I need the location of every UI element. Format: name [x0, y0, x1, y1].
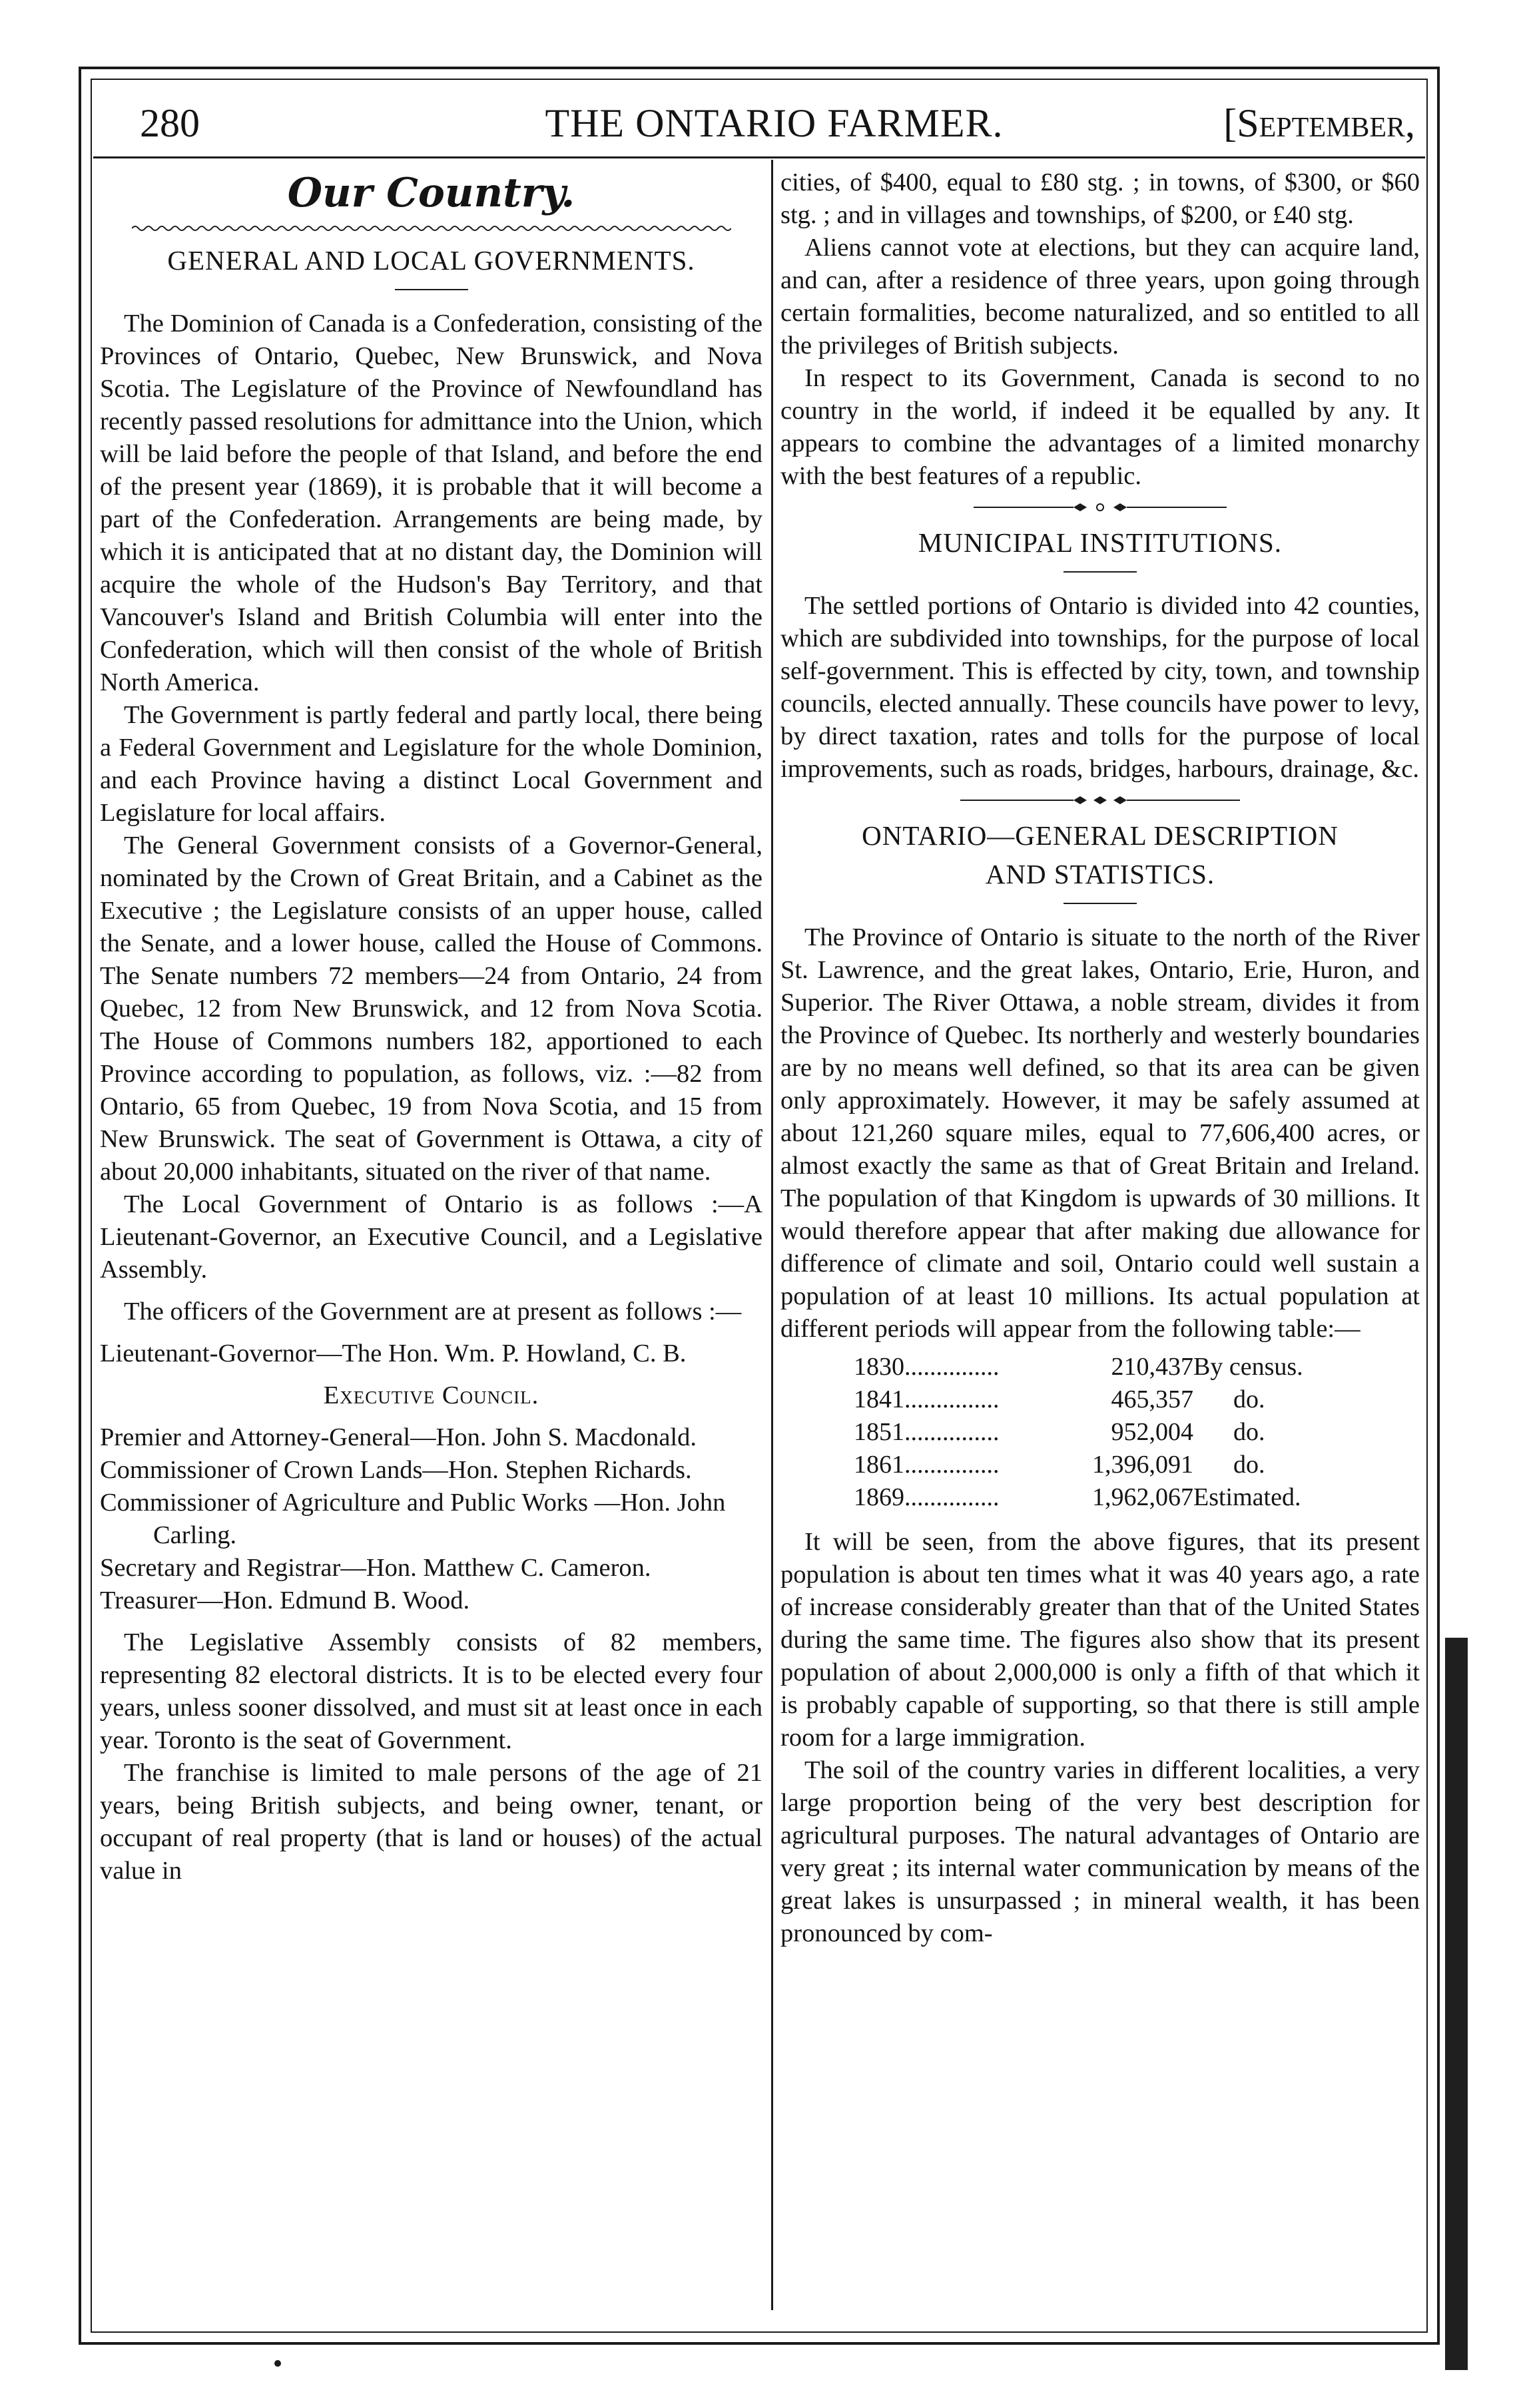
title-rule [395, 289, 468, 290]
source-cell: do. [1233, 1418, 1265, 1446]
source-cell: Estimated. [1193, 1483, 1301, 1511]
paragraph: The franchise is limited to male persons of the age of 21 years, being British subjects, and being owner, tenant, or occupant of real property (that is land or houses) of the actual value in [100, 1759, 762, 1885]
year-cell: 1869............... [854, 1483, 1000, 1511]
title-rule [1064, 903, 1137, 904]
officer-entry: Premier and Attorney-General—Hon. John S. Macdonald. [100, 1423, 697, 1451]
running-header [133, 93, 1415, 153]
executive-council-heading: Executive Council. [323, 1381, 539, 1409]
table-row [854, 1351, 1386, 1383]
officer-entry: Commissioner of Crown Lands—Hon. Stephen Richards. [100, 1456, 692, 1484]
paragraph: The Local Government of Ontario is as follows :—A Lieutenant-Governor, an Executive Council, and a Legislative Assembly. [100, 1190, 762, 1284]
title-rule [1064, 571, 1137, 573]
section-title-ontario: ONTARIO—GENERAL DESCRIPTION [862, 820, 1339, 851]
population-cell: 210,437 [1111, 1353, 1193, 1381]
header-rule [93, 156, 1425, 158]
source-cell: By census. [1193, 1353, 1303, 1381]
department-heading: Our Country. [287, 170, 575, 216]
paragraph: The soil of the country varies in different localities, a very large proportion being of the very best description for agricultural purposes. The natural advantages of Ontario are very great ; its internal water communication by means of the great lakes is unsurpassed ; in mineral wealth, it has been pronounced by com- [780, 1756, 1420, 1947]
paragraph: The Government is partly federal and partly local, there being a Federal Government and Legislature for the whole Dominion, and each Province having a distinct Local Government and Legislature for local affairs. [100, 701, 762, 827]
ornament-divider [974, 501, 1227, 514]
section-title-ontario-line2: AND STATISTICS. [985, 859, 1215, 889]
paragraph: In respect to its Government, Canada is second to no country in the world, if indeed it be equalled by any. It appears to combine the advantages of a limited monarchy with the best features of a republic. [780, 364, 1420, 490]
paragraph: The officers of the Government are at present as follows :— [124, 1298, 742, 1325]
journal-title: THE ONTARIO FARMER. [545, 101, 1004, 145]
column-divider [771, 160, 773, 2310]
paragraph: The Province of Ontario is situate to the north of the River St. Lawrence, and the great lakes, Ontario, Erie, Huron, and Superior. The River Ottawa, a noble stream, divides it from the Province of Quebec. Its northerly and westerly boundaries are by no means well defined, so that its area can be given only approximately. However, it may be safely assumed at about 121,260 square miles, equal to 77,606,400 acres, or almost exactly the same as that of Great Britain and Ireland. The population of that Kingdom is upwards of 30 millions. It would therefore appear that after making due allowance for difference of climate and soil, Ontario could well sustain a population of at least 10 millions. Its actual population at different periods will appear from the following table:— [780, 923, 1420, 1343]
stray-dot [274, 2360, 281, 2367]
population-cell: 465,357 [1111, 1385, 1193, 1413]
officer-entry: Treasurer—Hon. Edmund B. Wood. [100, 1586, 470, 1614]
table-row [854, 1416, 1386, 1449]
issue-month: [September, [1223, 101, 1415, 145]
population-cell: 1,396,091 [1092, 1451, 1193, 1479]
year-cell: 1851............... [854, 1418, 1000, 1446]
page-number: 280 [140, 101, 200, 145]
officer-entry: Commissioner of Agriculture and Public Works —Hon. John Carling. [100, 1489, 726, 1549]
paragraph: cities, of $400, equal to £80 stg. ; in towns, of $300, or $60 stg. ; and in villages and townships, of $200, or £40 stg. [780, 168, 1420, 229]
table-row [854, 1383, 1386, 1416]
source-cell: do. [1233, 1451, 1265, 1479]
left-column [100, 166, 762, 1887]
right-column [780, 166, 1420, 1950]
wavy-rule [132, 224, 731, 233]
year-cell: 1861............... [854, 1451, 1000, 1479]
table-row [854, 1481, 1386, 1514]
paragraph: The Legislative Assembly consists of 82 members, representing 82 electoral districts. It is to be elected every four years, unless sooner dissolved, and must sit at least once in each year. Toronto is the seat of Government. [100, 1628, 762, 1754]
section-title-governments: GENERAL AND LOCAL GOVERNMENTS. [167, 245, 695, 276]
year-cell: 1830............... [854, 1353, 1000, 1381]
population-cell: 1,962,067 [1092, 1483, 1193, 1511]
source-cell: do. [1233, 1385, 1265, 1413]
population-cell: 952,004 [1111, 1418, 1193, 1446]
paragraph: It will be seen, from the above figures, that its present population is about ten times what it was 40 years ago, a rate of increase considerably greater than that of the United States during the same time. The figures also show that its present population of about 2,000,000 is only a fifth of that which it is probably capable of supporting, so that there is still ample room for a large immigration. [780, 1528, 1420, 1752]
paragraph: The Dominion of Canada is a Confederation, consisting of the Provinces of Ontario, Quebec, New Brunswick, and Nova Scotia. The Legislature of the Province of Newfoundland has recently passed resolutions for admittance into the Union, which will be laid before the people of that Island, and before the end of the present year (1869), it is probable that it will become a part of the Confederation. Arrangements are being made, by which it is anticipated that at no distant day, the Dominion will acquire the whole of the Hudson's Bay Territory, and that Vancouver's Island and British Columbia will enter into the Confederation, which will then consist of the whole of British North America. [100, 310, 762, 696]
paragraph: Aliens cannot vote at elections, but they can acquire land, and can, after a residence of three years, upon going through certain formalities, become naturalized, and so entitled to all the privileges of British subjects. [780, 234, 1420, 360]
table-row [854, 1449, 1386, 1481]
officer-entry: Lieutenant-Governor—The Hon. Wm. P. Howland, C. B. [100, 1339, 687, 1367]
ornament-divider [960, 794, 1240, 807]
paragraph: The General Government consists of a Governor-General, nominated by the Crown of Great Britain, and a Cabinet as the Executive ; the Legislature consists of an upper house, called the Senate, and a lower house, called the House of Commons. The Senate numbers 72 members—24 from Ontario, 24 from Quebec, 12 from New Brunswick, and 12 from Nova Scotia. The House of Commons numbers 182, apportioned to each Province according to population, as follows, viz. :—82 from Ontario, 65 from Quebec, 19 from Nova Scotia, and 15 from New Brunswick. The seat of Government is Ottawa, a city of about 20,000 inhabitants, situated on the river of that name. [100, 832, 762, 1186]
section-title-municipal: MUNICIPAL INSTITUTIONS. [918, 527, 1283, 558]
margin-bar [1445, 1638, 1468, 2370]
officer-entry: Secretary and Registrar—Hon. Matthew C. Cameron. [100, 1554, 651, 1582]
population-table [854, 1351, 1386, 1514]
year-cell: 1841............... [854, 1385, 1000, 1413]
paragraph: The settled portions of Ontario is divided into 42 counties, which are subdivided into townships, for the purpose of local self-government. This is effected by city, town, and township councils, elected annually. These councils have power to levy, by direct taxation, rates and tolls for the purpose of local improvements, such as roads, bridges, harbours, drainage, &c. [780, 592, 1420, 783]
